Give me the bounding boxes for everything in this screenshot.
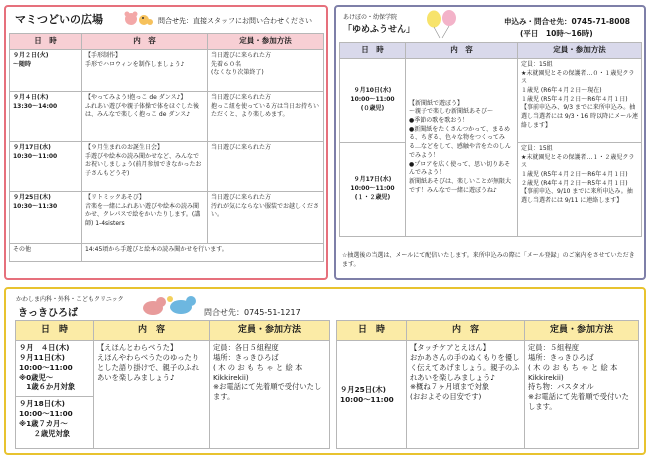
table-row xyxy=(10,142,324,192)
row-method: 当日遊びに来られた方 先着６０名 (なくなり次第終了) xyxy=(208,50,324,92)
row-content: 【えほんとわらべうた】 えほんやわらべうたのゆったりとした語り掛けで、親子のふれあいを楽しみましょう♪ xyxy=(94,341,210,449)
tsudoi-panel xyxy=(4,5,328,280)
yumefusen-note: ☆抽選後の当選は、メールにて配信いたします。来所申込みの際に「メール登録」のご案内をさせていただきます。 xyxy=(342,252,635,268)
table-row xyxy=(337,341,639,449)
kikki-clinic: かわしま内科・外科・こどもクリニック xyxy=(16,296,124,303)
row-method: 定員：各日５組程度 場所：きっきひろば ( 木 の お も ち ゃ と 絵 本 Kikkirekii) ※お電話にて先着順で受付いたします。 xyxy=(210,341,330,449)
header-method: 定員・参加方法 xyxy=(208,34,324,50)
row-content: 【やってみよう!抱っこ de ダンス♪】 ふれあい遊びや親子体操で体をほぐした後は、みんなで楽しく抱っこ de ダンス♪ xyxy=(82,92,208,142)
tsudoi-table xyxy=(9,33,324,262)
header-method: 定員・参加方法 xyxy=(210,321,330,341)
balloon-icon xyxy=(422,9,462,39)
table-row xyxy=(10,192,324,244)
row-content: 【新聞紙で遊ぼう】 ～親子で楽しむ新聞紙あそび～ ●季節の歌を歌おう！ ●新聞紙をたくさんつかって、まるめる、ちぎる、色々な物をつくってみる…などをして、感触や音をたのしんでみよう！ ●プロアを広く使って、思い切りあそんでみよう！ 新聞紙あそびは、楽しいことが無限大です！みんなで一緒に遊ぼうね♪ xyxy=(406,59,518,237)
row-date: ９月 ４日(木) ９月11日(木) 10:00～11:00 ※0歳児～ 1歳６か月対象 xyxy=(16,341,94,397)
teddy-bear-icon xyxy=(124,10,154,28)
row-method: 定員：15組 ★未就園児とその保護者…０・１歳児クラス １歳児 (R6年４月２日～現在) １歳児 (R5年４月２日～R6年４月１日) 【事前申込み、9/3 までに来所申込み。抽選し当選者には 9/3・16 時以降にメール連絡します】 xyxy=(518,59,642,143)
row-method: 定員：15組 ★未就園児とその保護者…１・２歳児クラス １歳児 (R5年４月２日～R6年４月１日) ２歳児 (R4年４月２日～R5年４月１日) 【事前申込、9/10 までに来所申込み。抽選し当選者には 9/11 に連絡します】 xyxy=(518,143,642,237)
table-row xyxy=(10,92,324,142)
yumefusen-panel xyxy=(334,5,646,280)
row-content: 【９月生まれのお誕生日会】 手遊びや絵本の読み聞かせなど、みんなでお祝いしましょう(前月参加できなかったお子さんもどうぞ) xyxy=(82,142,208,192)
table-row xyxy=(340,59,642,143)
kikki-table-left xyxy=(15,320,330,449)
row-method: 当日遊びに来られた方 xyxy=(208,142,324,192)
header-method: 定員・参加方法 xyxy=(525,321,639,341)
table-row xyxy=(10,244,324,262)
header-content: 内 容 xyxy=(94,321,210,341)
header-date: 日 時 xyxy=(16,321,94,341)
row-date: その他 xyxy=(10,244,82,262)
yumefusen-title: 「ゆめふうせん」 xyxy=(343,25,416,35)
kikki-panel xyxy=(4,287,646,455)
row-date: ９月18日(木) 10:00～11:00 ※1歳７カ月～ ２歳児対象 xyxy=(16,397,94,449)
yumefusen-hours: (平日 10時～16時) xyxy=(520,29,593,38)
row-content: 14:45頃から手遊びと絵本の読み聞かせを行います。 xyxy=(82,244,324,262)
row-method: 定員：５組程度 場所：きっきひろば ( 木 の お も ち ゃ と 絵 本 Kikkirekii) 持ち物：バスタオル ※お電話にて先着順で受付いたします。 xyxy=(525,341,639,449)
kikki-table-right xyxy=(336,320,639,449)
row-content: 【タッチケアとえほん】 おかあさんの手のぬくもりを優しく伝えてあげましょう。親子のふれあいを楽しみましょう♪ ※概ね７ヶ月頃まで対象 (おおよその目安です) xyxy=(407,341,525,449)
header-date: 日 時 xyxy=(340,43,406,59)
yumefusen-contact: 申込み・問合せ先：0745-71-8008 xyxy=(504,17,630,26)
row-date: ９月２日(火) ～随時 xyxy=(10,50,82,92)
yumefusen-org: あけぼの・幼保学院 xyxy=(343,14,398,21)
row-date: ９月25日(木) 10:00～11:00 xyxy=(337,341,407,449)
row-content: 【リトミックあそび】 音楽を一緒にふれあい遊びや絵本の読み聞かせ、クレパスで絵をかいたりします。(講師) 1-4sisters xyxy=(82,192,208,244)
animals-icon xyxy=(141,293,201,319)
row-date: ９月17日(水) 10:00～11:00 (１・２歳児) xyxy=(340,143,406,237)
row-date: ９月17日(水) 10:30～11:00 xyxy=(10,142,82,192)
kikki-contact: 問合せ先：0745-51-1217 xyxy=(204,308,301,317)
row-content: 【手形制作】 手形でハロウィンを制作しましょう♪ xyxy=(82,50,208,92)
table-row xyxy=(16,341,330,397)
header-content: 内 容 xyxy=(406,43,518,59)
kikki-title: きっきひろば xyxy=(18,308,78,319)
row-date: ９月10日(水) 10:00～11:00 (０歳児) xyxy=(340,59,406,143)
yumefusen-table xyxy=(339,42,642,237)
header-method: 定員・参加方法 xyxy=(518,43,642,59)
row-date: ９月４日(木) 13:30～14:00 xyxy=(10,92,82,142)
row-date: ９月25日(木) 10:30～11:30 xyxy=(10,192,82,244)
header-date: 日 時 xyxy=(337,321,407,341)
row-method: 当日遊びに来られた方 抱っこ紐を使っている方は当日お持ちいただくと、より楽しめます。 xyxy=(208,92,324,142)
header-date: 日 時 xyxy=(10,34,82,50)
header-content: 内 容 xyxy=(407,321,525,341)
tsudoi-title: マミつどいの広場 xyxy=(15,13,103,26)
row-method: 当日遊びに来られた方 汚れが気にならない服装でお越しください。 xyxy=(208,192,324,244)
tsudoi-contact: 問合せ先：直接スタッフにお問い合わせください xyxy=(158,17,312,25)
table-row xyxy=(10,50,324,92)
header-content: 内 容 xyxy=(82,34,208,50)
